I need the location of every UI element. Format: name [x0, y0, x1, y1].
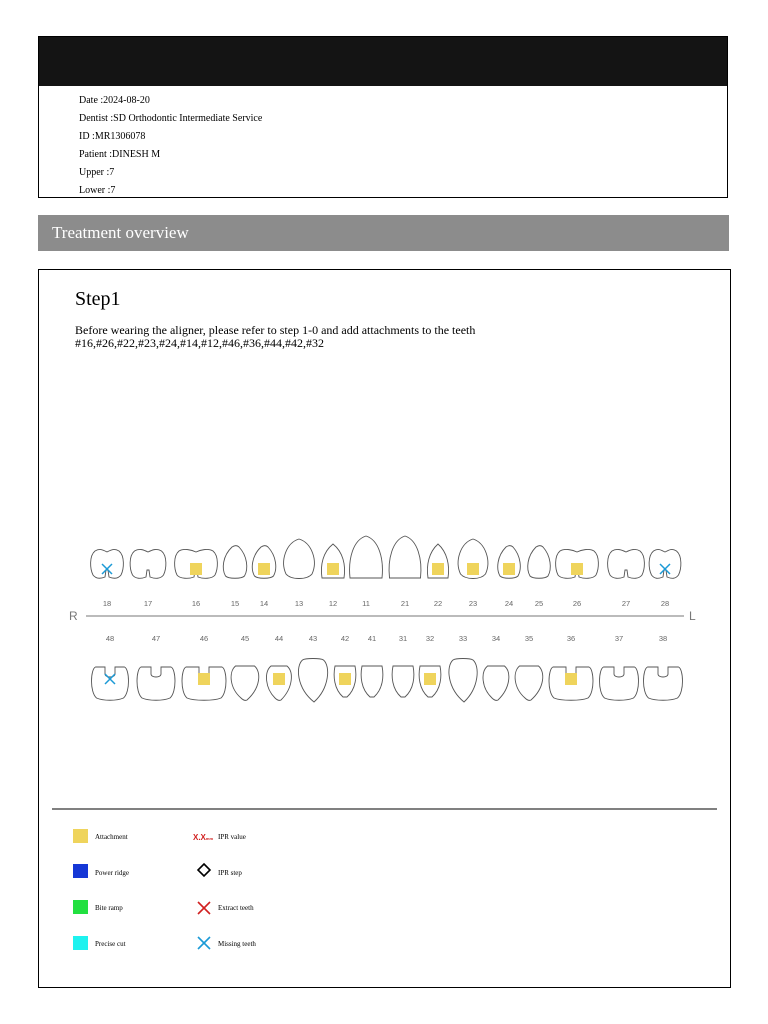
tooth-number: 27: [621, 599, 631, 608]
tooth-number: 41: [367, 634, 377, 643]
attachment-label: Attachment: [95, 833, 128, 841]
tooth-35: [515, 634, 543, 700]
tooth-number: 12: [328, 599, 338, 608]
tooth-outline: [515, 666, 543, 700]
tooth-47: [137, 634, 175, 700]
tooth-46: [182, 634, 226, 700]
tooth-number: 34: [491, 634, 501, 643]
tooth-number: 25: [534, 599, 544, 608]
step-title: Step1: [75, 288, 121, 310]
tooth-number: 44: [274, 634, 284, 643]
date-field: Date :2024-08-20: [79, 95, 150, 106]
tooth-number: 15: [230, 599, 240, 608]
tooth-42: [334, 634, 356, 697]
tooth-outline: [350, 536, 383, 578]
tooth-16: [175, 549, 218, 608]
tooth-28: [649, 549, 681, 608]
tooth-outline: [389, 536, 421, 578]
attachment-marker: [432, 563, 444, 575]
tooth-outline: [483, 666, 509, 700]
attachment-marker: [198, 673, 210, 685]
tooth-number: 17: [143, 599, 153, 608]
power-ridge-swatch: [73, 864, 88, 878]
tooth-outline: [137, 667, 175, 700]
tooth-outline: [361, 666, 383, 697]
tooth-outline: [298, 659, 327, 703]
tooth-outline: [284, 539, 315, 579]
tooth-number: 32: [425, 634, 435, 643]
precise-cut-label: Precise cut: [95, 940, 126, 948]
tooth-number: 43: [308, 634, 318, 643]
tooth-outline: [392, 666, 414, 697]
tooth-17: [130, 549, 166, 608]
tooth-number: 28: [660, 599, 670, 608]
extract-teeth-label: Extract teeth: [218, 904, 254, 912]
info-lines: [79, 92, 262, 200]
x-icon: [198, 902, 210, 914]
lower-arch: [92, 634, 683, 702]
attachment-marker: [258, 563, 270, 575]
tooth-18: [91, 549, 124, 608]
lower-field: Lower :7: [79, 185, 116, 196]
tooth-outline: [600, 667, 639, 700]
tooth-15: [223, 546, 246, 609]
tooth-outline: [608, 549, 645, 578]
tooth-12: [321, 544, 344, 608]
tooth-number: 38: [658, 634, 668, 643]
tooth-outline: [223, 546, 246, 579]
tooth-38: [644, 634, 683, 700]
power-ridge-label: Power ridge: [95, 869, 130, 877]
tooth-number: 23: [468, 599, 478, 608]
tooth-outline: [649, 549, 681, 578]
section-title-bar: Treatment overview: [38, 215, 729, 251]
tooth-45: [231, 634, 259, 700]
tooth-number: 24: [504, 599, 514, 608]
instruction-line-2: #16,#26,#22,#23,#24,#14,#12,#46,#36,#44,#42,#32: [75, 336, 324, 350]
tooth-number: 21: [400, 599, 410, 608]
tooth-chart: [39, 270, 730, 987]
tooth-number: 13: [294, 599, 304, 608]
tooth-number: 36: [566, 634, 576, 643]
tooth-13: [284, 539, 315, 608]
attachment-marker: [273, 673, 285, 685]
tooth-32: [419, 634, 441, 697]
id-field: ID :MR1306078: [79, 131, 146, 142]
tooth-outline: [231, 666, 259, 700]
tooth-number: 22: [433, 599, 443, 608]
tooth-36: [549, 634, 593, 700]
tooth-11: [350, 536, 383, 608]
missing-teeth-label: Missing teeth: [218, 940, 256, 948]
attachment-marker: [327, 563, 339, 575]
precise-cut-swatch: [73, 936, 88, 950]
tooth-26: [556, 549, 599, 608]
instruction-line-1: Before wearing the aligner, please refer to step 1-0 and add attachments to the teeth: [75, 323, 476, 337]
tooth-number: 26: [572, 599, 582, 608]
tooth-number: 14: [259, 599, 269, 608]
dentist-field: Dentist :SD Orthodontic Intermediate Service: [79, 113, 263, 124]
tooth-number: 18: [102, 599, 112, 608]
tooth-number: 37: [614, 634, 624, 643]
tooth-outline: [91, 549, 124, 578]
attachment-marker: [565, 673, 577, 685]
tooth-22: [427, 544, 448, 608]
tooth-25: [528, 546, 551, 609]
attachment-marker: [503, 563, 515, 575]
tooth-number: 35: [524, 634, 534, 643]
diamond-icon: [198, 864, 210, 876]
tooth-44: [266, 634, 291, 700]
tooth-48: [92, 634, 129, 700]
tooth-23: [458, 539, 488, 608]
tooth-34: [483, 634, 509, 700]
tooth-number: 46: [199, 634, 209, 643]
ipr-value-symbol: X.Xmm: [193, 833, 214, 842]
tooth-number: 42: [340, 634, 350, 643]
tooth-33: [449, 634, 477, 702]
tooth-24: [498, 546, 521, 609]
tooth-31: [392, 634, 414, 697]
tooth-outline: [130, 549, 166, 578]
attachment-marker: [467, 563, 479, 575]
info-header-bar: [39, 37, 727, 86]
tooth-number: 11: [362, 599, 370, 608]
bite-ramp-label: Bite ramp: [95, 904, 123, 912]
attachment-swatch: [73, 829, 88, 843]
upper-field: Upper :7: [79, 167, 115, 178]
tooth-number: 47: [151, 634, 161, 643]
tooth-14: [252, 546, 275, 609]
ipr-step-label: IPR step: [218, 869, 242, 877]
upper-arch: [91, 536, 681, 608]
tooth-outline: [92, 667, 129, 700]
tooth-37: [600, 634, 639, 700]
tooth-27: [608, 549, 645, 608]
bite-ramp-swatch: [73, 900, 88, 914]
side-label-left: L: [689, 609, 696, 623]
tooth-43: [298, 634, 327, 702]
tooth-number: 48: [105, 634, 115, 643]
step-panel: [38, 269, 731, 988]
tooth-21: [389, 536, 421, 608]
tooth-number: 33: [458, 634, 468, 643]
attachment-marker: [339, 673, 351, 685]
tooth-41: [361, 634, 383, 697]
tooth-number: 16: [191, 599, 201, 608]
patient-field: Patient :DINESH M: [79, 149, 161, 160]
ipr-value-label: IPR value: [218, 833, 246, 841]
attachment-marker: [571, 563, 583, 575]
attachment-marker: [424, 673, 436, 685]
attachment-marker: [190, 563, 202, 575]
x-icon: [198, 937, 210, 949]
tooth-outline: [449, 659, 477, 703]
patient-info-box: [38, 36, 728, 198]
tooth-outline: [644, 667, 683, 700]
side-label-right: R: [69, 609, 78, 623]
tooth-outline: [528, 546, 551, 579]
tooth-number: 31: [398, 634, 408, 643]
tooth-number: 45: [240, 634, 250, 643]
